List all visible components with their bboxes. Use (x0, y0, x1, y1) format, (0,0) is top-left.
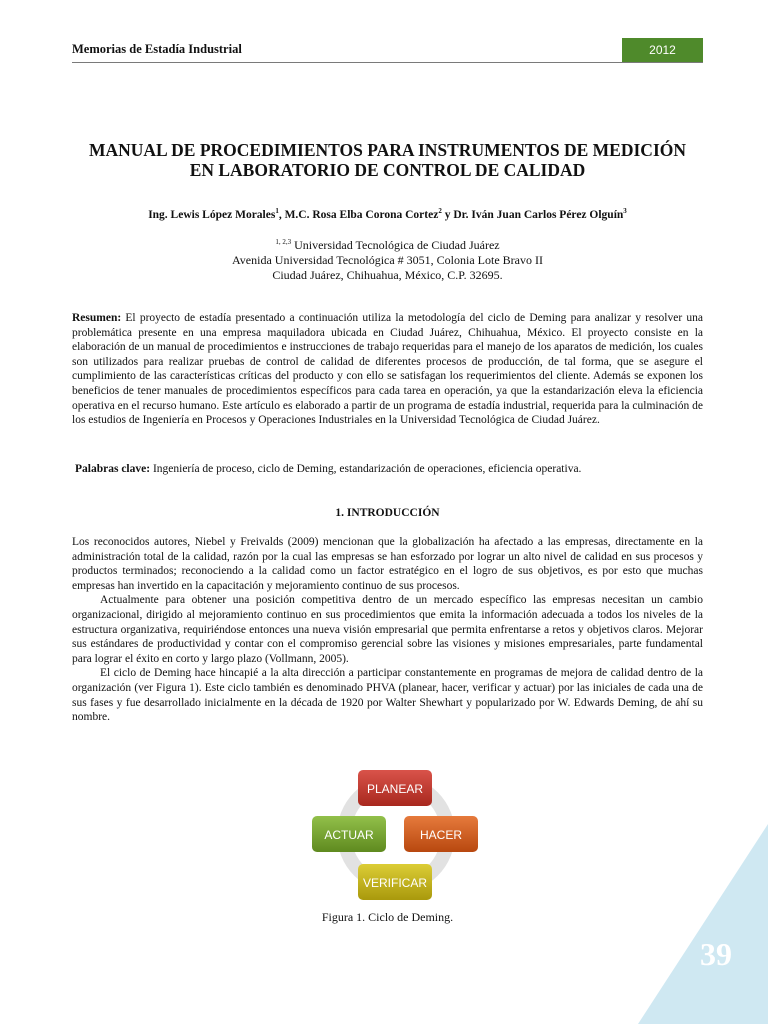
keywords-label: Palabras clave: (75, 463, 151, 475)
author-3: y Dr. Iván Juan Carlos Pérez Olguín (441, 209, 624, 221)
affiliation-line-2: Avenida Universidad Tecnológica # 3051, Colonia Lote Bravo II (232, 253, 543, 267)
section-heading: 1. INTRODUCCIÓN (335, 507, 440, 519)
deming-cycle-figure (286, 762, 502, 906)
figure-caption: Figura 1. Ciclo de Deming. (321, 910, 454, 924)
box-verificar-label: VERIFICAR (362, 876, 428, 890)
paper-title (72, 140, 703, 180)
box-planear (358, 770, 432, 806)
keywords (75, 462, 703, 476)
journal-title: Memorias de Estadía Industrial (72, 42, 242, 56)
paragraph-1: Los reconocidos autores, Niebel y Freivalds (2009) mencionan que la globalización ha afectado a las empresas, directamente en la administración total de la calidad, razón por la cual las empresas se han esforzado por lograr un alto nivel de calidad en sus procesos y productos terminados; reconociendo a la calidad como un factor estratégico en el logro de sus objetivos, es por esto que muchas empresas han invertido en la capacitación y mejoramiento continuo de sus procesos. (72, 536, 703, 592)
box-planear-label: PLANEAR (366, 782, 424, 796)
box-actuar (312, 816, 386, 852)
paragraph-3: El ciclo de Deming hace hincapié a la alta dirección a participar constantemente en programas de mejora de calidad dentro de la organización (ver Figura 1). Este ciclo también es denominado PHVA (planear, hacer, verificar y actuar) por las iniciales de cada una de sus fases y fue desarrollado inicialmente en la década de 1920 por Walter Shewhart y popularizado por W. Edwards Deming, de ahí su nombre. (72, 667, 703, 724)
affiliation-line-1: Universidad Tecnológica de Ciudad Juárez (291, 238, 500, 252)
header-divider (72, 62, 703, 63)
author-2-sup: 2 (438, 207, 442, 216)
keywords-text: Ingeniería de proceso, ciclo de Deming, estandarización de operaciones, eficiencia operativa. (150, 463, 582, 475)
author-3-sup: 3 (623, 207, 627, 216)
abstract-label: Resumen: (72, 312, 122, 324)
author-1: Ing. Lewis López Morales (148, 209, 276, 221)
box-actuar-label: ACTUAR (324, 828, 374, 842)
corner-decoration (638, 824, 768, 1024)
paragraph-2: Actualmente para obtener una posición competitiva dentro de un mercado específico las empresas necesitan un cambio organizacional, dirigido al mejoramiento continuo en sus procedimientos que emita la información adecuada a todos los niveles de la estructura organizativa, requiriéndose entonces una nueva visión empresarial que permita enfrentarse a retos y objetivos claros. Mejorar sus estándares de productividad y contar con el compromiso gerencial sobre las visiones y misiones empresariales, parte fundamental para lograr el éxito en corto y largo plazo (Vollmann, 2005). (72, 594, 703, 665)
author-list (72, 209, 703, 221)
abstract-text: El proyecto de estadía presentado a continuación utiliza la metodología del ciclo de Deming para analizar y resolver una problemática presente en una empresa maquiladora ubicada en Ciudad Juárez, Chihuahua, México. El proyecto consiste en la elaboración de un manual de procedimientos e instrucciones de trabajo requeridas para el manejo de los aparatos de medición, los cuales son utilizados para realizar pruebas de control de calidad de diferentes procesos de producción, de tal forma, que se asegure el cumplimiento de las características críticas del producto y con ello se satisfagan los requerimientos del cliente. Además se exponen los beneficios de tener manuales de procedimientos específicos para cada tarea en operación, ya que la estandarización eleva la eficiencia operativa en el recurso humano. Este artículo es elaborado a partir de un programa de estadía industrial, requerida para la culminación de los estudios de Ingeniería en Procesos y Operaciones Industriales en la Universidad Tecnológica de Ciudad Juárez. (72, 312, 703, 427)
box-hacer (404, 816, 478, 852)
paper-title-line-1: MANUAL DE PROCEDIMIENTOS PARA INSTRUMENTOS DE MEDICIÓN (88, 140, 687, 160)
paper-title-line-2: EN LABORATORIO DE CONTROL DE CALIDAD (189, 160, 586, 180)
affiliation-line-3: Ciudad Juárez, Chihuahua, México, C.P. 32695. (272, 268, 503, 282)
affiliation (72, 238, 703, 283)
year-badge: 2012 (622, 38, 703, 62)
box-hacer-label: HACER (419, 828, 463, 842)
abstract (72, 311, 703, 428)
author-2: , M.C. Rosa Elba Corona Cortez (278, 209, 439, 221)
affiliation-sup: 1, 2,3 (275, 238, 292, 246)
page-number: 39 (700, 936, 732, 972)
deming-cycle-diagram (286, 762, 502, 906)
box-verificar (358, 864, 432, 900)
introduction-body (72, 535, 703, 725)
author-1-sup: 1 (275, 207, 279, 216)
